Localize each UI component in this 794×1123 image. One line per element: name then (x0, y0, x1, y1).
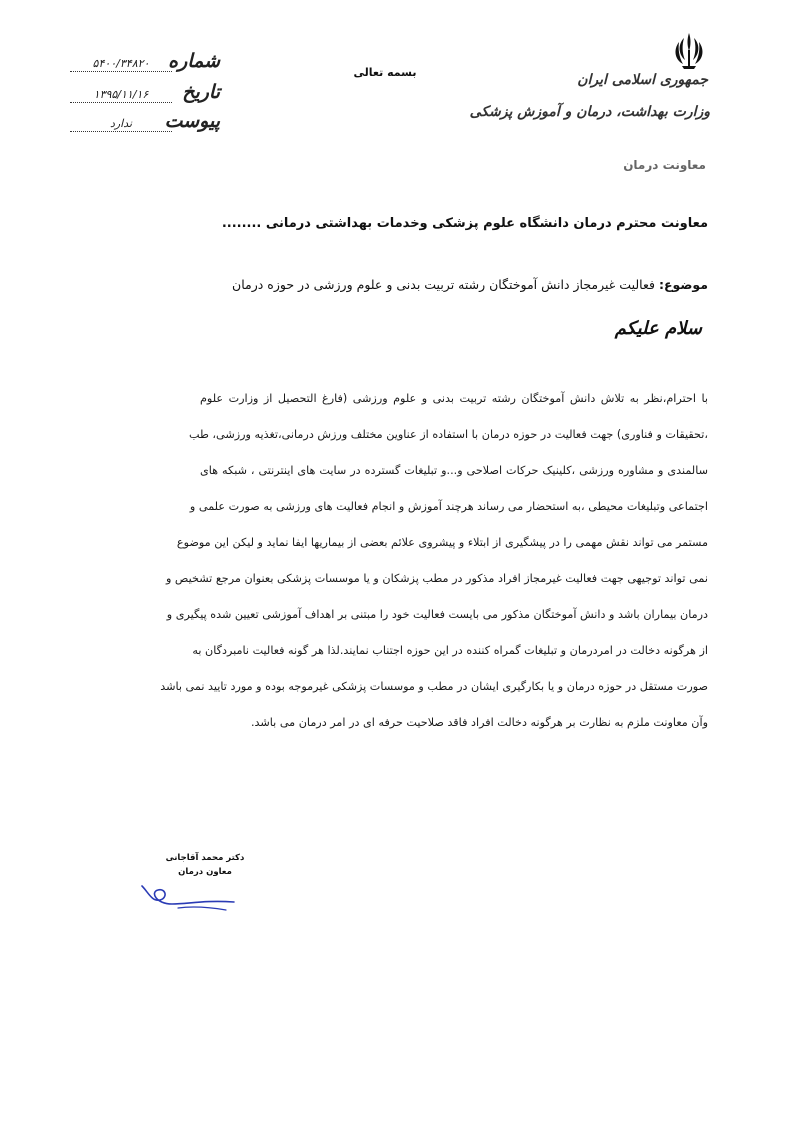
department-name: معاونت درمان (623, 158, 706, 172)
body-line: وآن معاونت ملزم به نظارت بر هرگونه دخالت افراد فاقد صلاحیت حرفه ای در امر درمان می باشد. (250, 716, 708, 729)
subject-label: موضوع: (658, 277, 708, 292)
body-line: صورت مستقل در حوزه درمان و یا بکارگیری ایشان در مطب و موسسات پزشکی غیرموجه بوده و مورد تایید نمی باشد (160, 680, 708, 693)
body-line: اجتماعی وتبلیغات محیطی ،به استحضار می رساند هرچند آموزش و انجام فعالیت های ورزشی به صورت علمی و (189, 500, 708, 513)
recipient-line: معاونت محترم درمان دانشگاه علوم پزشکی وخدمات بهداشتی درمانی ........ (221, 216, 708, 231)
number-label: شماره (168, 50, 220, 72)
signature-mark (138, 880, 238, 914)
bismillah-heading: بسمه تعالی (353, 66, 417, 79)
attachment-value: ندارد (70, 117, 172, 132)
ministry-line1: جمهوری اسلامی ایران (577, 72, 708, 88)
body-line: سالمندی و مشاوره ورزشی ،کلینیک حرکات اصلاحی و...و تبلیغات گسترده در سایت های اینترنتی ، شبکه های (200, 464, 708, 477)
signatory-name: دکتر محمد آقاجانی (165, 853, 245, 863)
body-line: از هرگونه دخالت در امردرمان و تبلیغات گمراه کننده در این حوزه اجتناب نمایند.لذا هر گونه فعالیت نامبردگان به (192, 644, 708, 657)
subject-line (148, 277, 708, 292)
state-emblem-icon (672, 30, 706, 70)
number-value: ۵۴۰۰/۳۴۸۲۰ (70, 57, 172, 72)
body-line: با احترام،نظر به تلاش دانش آموختگان رشته تربیت بدنی و علوم ورزشی (فارغ التحصیل از وزارت علوم (200, 392, 708, 405)
attachment-label: پیوست (164, 110, 220, 132)
ministry-line2: وزارت بهداشت، درمان و آموزش پزشکی (469, 104, 710, 120)
attachment-field (70, 110, 220, 132)
date-label: تاریخ (182, 81, 220, 103)
body-line: نمی تواند توجیهی جهت فعالیت غیرمجاز افراد مذکور در مطب پزشکان و یا موسسات پزشکی بعنوان مرجع تشخیص و (165, 572, 708, 585)
greeting: سلام علیکم (614, 318, 702, 339)
date-value: ۱۳۹۵/۱۱/۱۶ (70, 88, 172, 103)
body-line: مستمر می تواند نقش مهمی را در پیشگیری از ابتلاء و پیشروی علائم بعضی از بیماریها ایفا نماید و لیکن این موضوع (176, 536, 708, 549)
signatory-title: معاون درمان (178, 867, 232, 877)
subject-text: فعالیت غیرمجاز دانش آموختگان رشته تربیت بدنی و علوم ورزشی در حوزه درمان (232, 277, 655, 292)
number-field (70, 50, 220, 72)
body-line: درمان بیماران باشد و دانش آموختگان مذکور می بایست فعالیت خود را مبتنی بر اهداف آموزشی تعیین شده پیگیری و (166, 608, 708, 621)
body-line: ،تحقیقات و فناوری) جهت فعالیت در حوزه درمان با استفاده از عناوین مختلف ورزش درمانی،تغذیه ورزشی، طب (188, 428, 708, 441)
date-field (70, 81, 220, 103)
